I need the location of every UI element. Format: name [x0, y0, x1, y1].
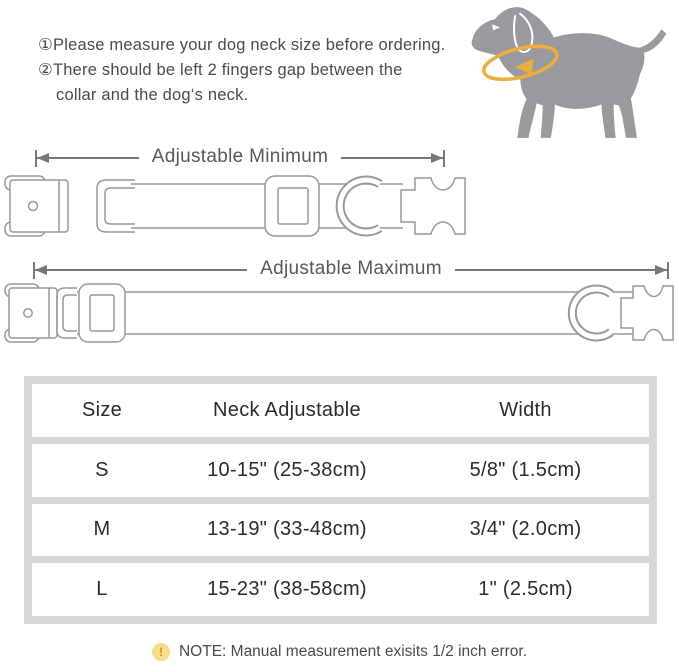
adjustable-maximum-label: Adjustable Maximum — [260, 258, 442, 279]
note — [0, 643, 679, 661]
dog-silhouette — [472, 7, 667, 138]
dog-illustration — [460, 0, 672, 152]
dog-with-tape-icon — [460, 0, 672, 152]
note-text: NOTE: Manual measurement exisits 1/2 inch error. — [178, 643, 528, 660]
measure-end-bar — [443, 150, 445, 167]
cell-size: L — [96, 578, 108, 601]
cell-width: 1" (2.5cm) — [478, 578, 573, 601]
col-header-neck-adjustable: Neck Adjustable — [213, 398, 361, 421]
collar-minimum-diagram — [3, 170, 468, 242]
arrow-right-icon — [341, 157, 443, 159]
cell-size: M — [93, 518, 111, 541]
d-ring-icon — [340, 180, 380, 232]
col-header-width: Width — [499, 398, 552, 421]
cell-size: S — [95, 458, 109, 481]
cell-width: 5/8" (1.5cm) — [469, 458, 582, 481]
d-ring-icon — [572, 289, 611, 337]
table-header-row — [32, 384, 649, 437]
adjustable-maximum-measure — [33, 258, 669, 279]
cell-neck: 10-15" (25-38cm) — [207, 458, 367, 481]
side-release-buckle-icon — [621, 286, 673, 340]
measure-end-bar — [667, 262, 669, 279]
instruction-line-3: collar and the dog‘s neck. — [56, 86, 249, 104]
cell-neck: 13-19" (33-48cm) — [207, 518, 367, 541]
tri-glide-slider-icon — [265, 176, 319, 236]
table-row — [32, 504, 649, 557]
col-header-size: Size — [81, 398, 123, 421]
table-row — [32, 444, 649, 497]
size-table — [24, 376, 657, 624]
arrow-left-icon — [35, 269, 247, 271]
cell-width: 3/4" (2.0cm) — [469, 518, 582, 541]
arrow-right-icon — [455, 269, 667, 271]
side-release-buckle-icon — [401, 178, 465, 234]
warning-icon: ! — [152, 643, 170, 661]
arrow-left-icon — [37, 157, 139, 159]
metal-buckle-icon — [5, 284, 77, 342]
strap — [77, 292, 633, 334]
adjustable-minimum-measure — [35, 146, 445, 167]
collar-maximum-diagram — [3, 280, 675, 346]
adjustable-minimum-label: Adjustable Minimum — [151, 146, 329, 167]
instructions — [38, 33, 468, 108]
cell-neck: 15-23" (38-58cm) — [207, 578, 367, 601]
metal-buckle-icon — [5, 176, 135, 236]
tri-glide-slider-icon — [79, 284, 125, 342]
instruction-line-1: ①Please measure your dog neck size before ordering. — [38, 36, 446, 54]
instruction-line-2: ②There should be left 2 fingers gap between the — [38, 61, 403, 79]
table-row — [32, 563, 649, 616]
